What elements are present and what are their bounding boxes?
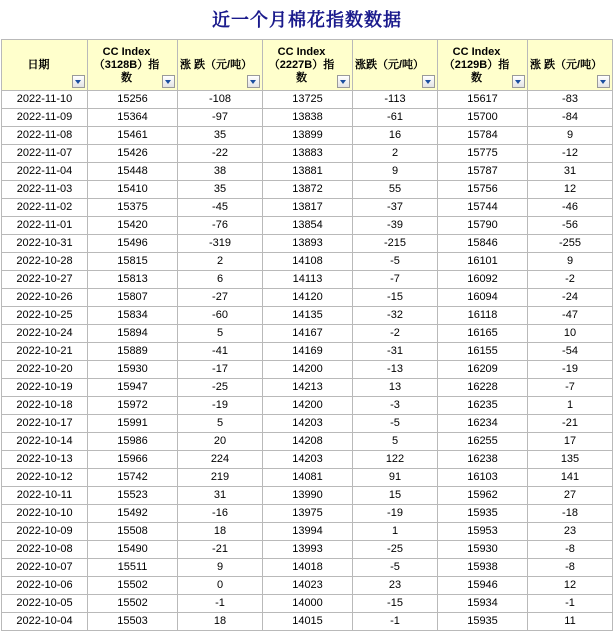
table-row	[2, 541, 613, 559]
cell-idx2129: 16118	[438, 307, 528, 325]
table-row	[2, 361, 613, 379]
cell-chg3128: -1	[178, 595, 263, 613]
cell-idx2129: 16234	[438, 415, 528, 433]
table-row	[2, 307, 613, 325]
cell-idx2129: 16094	[438, 289, 528, 307]
cell-chg2129: 1	[528, 397, 613, 415]
table-row	[2, 379, 613, 397]
cell-chg2227: -5	[353, 253, 438, 271]
cell-chg2129: 23	[528, 523, 613, 541]
filter-dropdown-icon[interactable]	[337, 75, 350, 88]
cell-date: 2022-10-28	[2, 253, 88, 271]
cell-chg3128: -76	[178, 217, 263, 235]
cell-date: 2022-10-25	[2, 307, 88, 325]
cell-idx3128: 15930	[88, 361, 178, 379]
cell-chg3128: 38	[178, 163, 263, 181]
cell-idx3128: 15813	[88, 271, 178, 289]
table-row	[2, 253, 613, 271]
table-row	[2, 181, 613, 199]
cell-idx3128: 15523	[88, 487, 178, 505]
column-header-index-3128b-label: CC Index（3128B）指数	[93, 45, 160, 84]
cell-idx2129: 15934	[438, 595, 528, 613]
cell-date: 2022-10-27	[2, 271, 88, 289]
cell-chg2227: 55	[353, 181, 438, 199]
cell-idx3128: 15364	[88, 109, 178, 127]
cell-date: 2022-10-11	[2, 487, 88, 505]
table-row	[2, 163, 613, 181]
cell-idx2227: 13872	[263, 181, 353, 199]
filter-dropdown-icon[interactable]	[512, 75, 525, 88]
cell-chg2129: -83	[528, 91, 613, 109]
cell-chg2227: -113	[353, 91, 438, 109]
cell-idx2129: 16165	[438, 325, 528, 343]
cell-idx2129: 16101	[438, 253, 528, 271]
table-row	[2, 505, 613, 523]
cell-chg2227: -13	[353, 361, 438, 379]
cell-date: 2022-10-17	[2, 415, 88, 433]
cell-date: 2022-11-10	[2, 91, 88, 109]
cell-date: 2022-10-24	[2, 325, 88, 343]
column-header-change-2129b-label: 涨 跌（元/吨）	[530, 58, 603, 71]
cell-date: 2022-11-09	[2, 109, 88, 127]
cell-chg3128: 35	[178, 127, 263, 145]
cell-chg3128: 0	[178, 577, 263, 595]
cell-chg2129: -8	[528, 559, 613, 577]
cell-date: 2022-10-05	[2, 595, 88, 613]
cell-date: 2022-10-26	[2, 289, 88, 307]
cell-date: 2022-10-04	[2, 613, 88, 631]
filter-dropdown-icon[interactable]	[422, 75, 435, 88]
cell-idx3128: 15496	[88, 235, 178, 253]
cell-idx3128: 15991	[88, 415, 178, 433]
cell-chg2227: 5	[353, 433, 438, 451]
table-row	[2, 469, 613, 487]
cell-chg2129: 27	[528, 487, 613, 505]
cell-chg2227: 13	[353, 379, 438, 397]
cell-idx2227: 14108	[263, 253, 353, 271]
cell-date: 2022-11-01	[2, 217, 88, 235]
table-row	[2, 235, 613, 253]
cell-chg3128: 9	[178, 559, 263, 577]
cell-idx2129: 15790	[438, 217, 528, 235]
cell-idx2227: 14120	[263, 289, 353, 307]
cell-idx2227: 13725	[263, 91, 353, 109]
cell-chg2227: -15	[353, 289, 438, 307]
cell-chg2129: -54	[528, 343, 613, 361]
cell-date: 2022-11-02	[2, 199, 88, 217]
cell-chg3128: 5	[178, 325, 263, 343]
cell-idx2129: 16103	[438, 469, 528, 487]
cell-chg2227: 9	[353, 163, 438, 181]
table-row	[2, 397, 613, 415]
table-row	[2, 415, 613, 433]
cell-chg2227: -19	[353, 505, 438, 523]
cell-chg3128: -21	[178, 541, 263, 559]
cell-chg2227: 91	[353, 469, 438, 487]
cell-chg2227: -5	[353, 415, 438, 433]
cell-chg2129: -21	[528, 415, 613, 433]
cell-chg2129: -19	[528, 361, 613, 379]
column-header-change-2227b-label: 涨跌（元/吨）	[355, 58, 425, 71]
table-row	[2, 145, 613, 163]
cell-chg2227: -61	[353, 109, 438, 127]
filter-dropdown-icon[interactable]	[162, 75, 175, 88]
column-header-date[interactable]	[2, 40, 88, 91]
cell-chg2227: -5	[353, 559, 438, 577]
cell-idx2227: 13975	[263, 505, 353, 523]
cell-idx3128: 15490	[88, 541, 178, 559]
column-header-change-3128b[interactable]	[178, 40, 263, 91]
cell-chg2129: -1	[528, 595, 613, 613]
cell-chg3128: 18	[178, 613, 263, 631]
cell-idx2227: 14113	[263, 271, 353, 289]
cell-idx2227: 13883	[263, 145, 353, 163]
cell-chg3128: -45	[178, 199, 263, 217]
cell-chg3128: -22	[178, 145, 263, 163]
cell-chg2227: 2	[353, 145, 438, 163]
column-header-change-2227b[interactable]	[353, 40, 438, 91]
cell-chg3128: -25	[178, 379, 263, 397]
cell-chg2129: 9	[528, 253, 613, 271]
cell-chg3128: 18	[178, 523, 263, 541]
cell-idx2227: 14200	[263, 361, 353, 379]
cell-idx3128: 15502	[88, 595, 178, 613]
cell-idx2129: 16228	[438, 379, 528, 397]
cell-idx3128: 15889	[88, 343, 178, 361]
cell-idx3128: 15511	[88, 559, 178, 577]
cell-date: 2022-10-08	[2, 541, 88, 559]
cotton-index-table	[1, 39, 613, 631]
cell-idx2129: 15930	[438, 541, 528, 559]
cell-idx2129: 16235	[438, 397, 528, 415]
cell-idx3128: 15448	[88, 163, 178, 181]
cell-idx2227: 14169	[263, 343, 353, 361]
cell-chg2129: -12	[528, 145, 613, 163]
table-row	[2, 127, 613, 145]
cell-chg2227: 15	[353, 487, 438, 505]
cell-idx3128: 15966	[88, 451, 178, 469]
cell-idx2227: 13990	[263, 487, 353, 505]
column-header-index-2129b-label: CC Index（2129B）指数	[443, 45, 510, 84]
cell-idx2129: 15953	[438, 523, 528, 541]
cell-chg2129: 9	[528, 127, 613, 145]
cell-chg2227: -1	[353, 613, 438, 631]
table-row	[2, 271, 613, 289]
cell-chg2129: -47	[528, 307, 613, 325]
cell-chg2227: -25	[353, 541, 438, 559]
table-row	[2, 109, 613, 127]
cell-idx2227: 13881	[263, 163, 353, 181]
cell-chg3128: -97	[178, 109, 263, 127]
cell-idx3128: 15410	[88, 181, 178, 199]
cell-idx2227: 13993	[263, 541, 353, 559]
cell-date: 2022-10-07	[2, 559, 88, 577]
cell-idx3128: 15256	[88, 91, 178, 109]
cell-date: 2022-10-14	[2, 433, 88, 451]
column-header-index-2129b[interactable]	[438, 40, 528, 91]
cell-chg3128: -17	[178, 361, 263, 379]
cell-idx2227: 14018	[263, 559, 353, 577]
cell-chg2227: -32	[353, 307, 438, 325]
header-row	[2, 40, 613, 91]
cell-date: 2022-10-19	[2, 379, 88, 397]
cell-idx2129: 15962	[438, 487, 528, 505]
cell-idx2129: 15935	[438, 613, 528, 631]
filter-dropdown-icon[interactable]	[597, 75, 610, 88]
cell-idx2227: 13854	[263, 217, 353, 235]
cell-idx2129: 15617	[438, 91, 528, 109]
cell-date: 2022-10-20	[2, 361, 88, 379]
cell-idx2227: 14203	[263, 415, 353, 433]
cell-chg3128: -16	[178, 505, 263, 523]
cell-chg2227: 122	[353, 451, 438, 469]
cell-idx3128: 15461	[88, 127, 178, 145]
page-title: 近一个月棉花指数数据	[212, 10, 402, 30]
cell-idx2227: 13838	[263, 109, 353, 127]
cell-date: 2022-10-21	[2, 343, 88, 361]
cell-idx3128: 15947	[88, 379, 178, 397]
cell-idx2227: 14208	[263, 433, 353, 451]
cell-chg3128: -19	[178, 397, 263, 415]
table-header	[2, 40, 613, 91]
cell-chg2129: 12	[528, 181, 613, 199]
cell-idx2227: 14213	[263, 379, 353, 397]
table-row	[2, 343, 613, 361]
cell-chg2227: -39	[353, 217, 438, 235]
cell-idx3128: 15375	[88, 199, 178, 217]
table-row	[2, 325, 613, 343]
column-header-index-2227b[interactable]	[263, 40, 353, 91]
cell-chg2129: -8	[528, 541, 613, 559]
cell-idx2227: 14203	[263, 451, 353, 469]
cell-chg2129: -46	[528, 199, 613, 217]
cell-idx2227: 14015	[263, 613, 353, 631]
cell-date: 2022-10-10	[2, 505, 88, 523]
cell-chg2129: 141	[528, 469, 613, 487]
table-row	[2, 523, 613, 541]
cell-idx2129: 15935	[438, 505, 528, 523]
cell-idx3128: 15834	[88, 307, 178, 325]
cell-idx3128: 15986	[88, 433, 178, 451]
cell-idx2129: 16209	[438, 361, 528, 379]
cell-idx2129: 15784	[438, 127, 528, 145]
table-row	[2, 577, 613, 595]
cell-chg2227: 16	[353, 127, 438, 145]
cell-idx3128: 15492	[88, 505, 178, 523]
cell-idx2129: 15756	[438, 181, 528, 199]
cell-idx2129: 15846	[438, 235, 528, 253]
cell-chg2227: -215	[353, 235, 438, 253]
cell-idx3128: 15742	[88, 469, 178, 487]
cell-chg2129: 135	[528, 451, 613, 469]
cell-idx2227: 14000	[263, 595, 353, 613]
cell-chg2129: 17	[528, 433, 613, 451]
cell-chg2227: -15	[353, 595, 438, 613]
cell-idx2227: 14081	[263, 469, 353, 487]
cell-idx2129: 15775	[438, 145, 528, 163]
cell-idx2227: 14135	[263, 307, 353, 325]
cell-idx3128: 15815	[88, 253, 178, 271]
cell-idx2129: 16255	[438, 433, 528, 451]
cell-chg3128: 31	[178, 487, 263, 505]
cell-chg3128: 2	[178, 253, 263, 271]
cell-date: 2022-11-04	[2, 163, 88, 181]
cell-chg2129: -7	[528, 379, 613, 397]
filter-dropdown-icon[interactable]	[247, 75, 260, 88]
cell-idx2129: 15787	[438, 163, 528, 181]
cell-chg2129: -56	[528, 217, 613, 235]
cell-chg2129: 31	[528, 163, 613, 181]
column-header-date-label: 日期	[27, 58, 50, 71]
cell-chg2227: 1	[353, 523, 438, 541]
cell-chg2227: 23	[353, 577, 438, 595]
table-row	[2, 217, 613, 235]
cell-idx2129: 15946	[438, 577, 528, 595]
cell-date: 2022-10-12	[2, 469, 88, 487]
cell-idx2129: 16238	[438, 451, 528, 469]
cell-chg2129: 10	[528, 325, 613, 343]
cell-chg2129: -84	[528, 109, 613, 127]
cell-chg3128: 219	[178, 469, 263, 487]
cell-chg2129: 12	[528, 577, 613, 595]
cell-idx2227: 14023	[263, 577, 353, 595]
cell-date: 2022-10-06	[2, 577, 88, 595]
cell-date: 2022-10-18	[2, 397, 88, 415]
column-header-change-2129b[interactable]	[528, 40, 613, 91]
column-header-change-3128b-label: 涨 跌（元/吨）	[180, 58, 253, 71]
cell-chg3128: 5	[178, 415, 263, 433]
table-row	[2, 289, 613, 307]
column-header-index-2227b-label: CC Index（2227B）指数	[268, 45, 335, 84]
cell-idx2227: 14167	[263, 325, 353, 343]
cell-idx3128: 15420	[88, 217, 178, 235]
cell-chg2227: -2	[353, 325, 438, 343]
cell-idx3128: 15508	[88, 523, 178, 541]
cell-date: 2022-11-08	[2, 127, 88, 145]
cell-idx2129: 15744	[438, 199, 528, 217]
cell-chg2227: -31	[353, 343, 438, 361]
cell-idx2129: 16092	[438, 271, 528, 289]
cell-chg3128: 224	[178, 451, 263, 469]
cell-chg2129: -18	[528, 505, 613, 523]
cell-chg3128: -60	[178, 307, 263, 325]
cell-chg3128: 20	[178, 433, 263, 451]
cell-chg2129: 11	[528, 613, 613, 631]
cell-chg3128: -41	[178, 343, 263, 361]
table-body	[2, 91, 613, 631]
cell-idx2227: 13893	[263, 235, 353, 253]
table-row	[2, 595, 613, 613]
cell-idx2129: 16155	[438, 343, 528, 361]
cell-date: 2022-11-03	[2, 181, 88, 199]
cell-idx2129: 15938	[438, 559, 528, 577]
cell-date: 2022-11-07	[2, 145, 88, 163]
table-row	[2, 91, 613, 109]
table-row	[2, 199, 613, 217]
cell-idx3128: 15426	[88, 145, 178, 163]
cell-idx3128: 15807	[88, 289, 178, 307]
cell-chg3128: -108	[178, 91, 263, 109]
cell-idx2227: 13994	[263, 523, 353, 541]
cell-chg2129: -2	[528, 271, 613, 289]
cell-date: 2022-10-09	[2, 523, 88, 541]
cell-idx3128: 15503	[88, 613, 178, 631]
cell-idx3128: 15894	[88, 325, 178, 343]
cell-idx2227: 13899	[263, 127, 353, 145]
table-row	[2, 433, 613, 451]
cell-date: 2022-10-13	[2, 451, 88, 469]
cell-chg3128: -319	[178, 235, 263, 253]
table-row	[2, 451, 613, 469]
cell-chg2129: -24	[528, 289, 613, 307]
filter-dropdown-icon[interactable]	[72, 75, 85, 88]
cell-idx2129: 15700	[438, 109, 528, 127]
cell-chg2129: -255	[528, 235, 613, 253]
cell-idx3128: 15972	[88, 397, 178, 415]
cell-chg3128: -27	[178, 289, 263, 307]
cell-idx2227: 13817	[263, 199, 353, 217]
cell-date: 2022-10-31	[2, 235, 88, 253]
cell-idx2227: 14200	[263, 397, 353, 415]
cell-idx3128: 15502	[88, 577, 178, 595]
cell-chg3128: 35	[178, 181, 263, 199]
cell-chg2227: -7	[353, 271, 438, 289]
cell-chg2227: -37	[353, 199, 438, 217]
cell-chg2227: -3	[353, 397, 438, 415]
column-header-index-3128b[interactable]	[88, 40, 178, 91]
cell-chg3128: 6	[178, 271, 263, 289]
table-row	[2, 487, 613, 505]
table-row	[2, 559, 613, 577]
table-row	[2, 613, 613, 631]
